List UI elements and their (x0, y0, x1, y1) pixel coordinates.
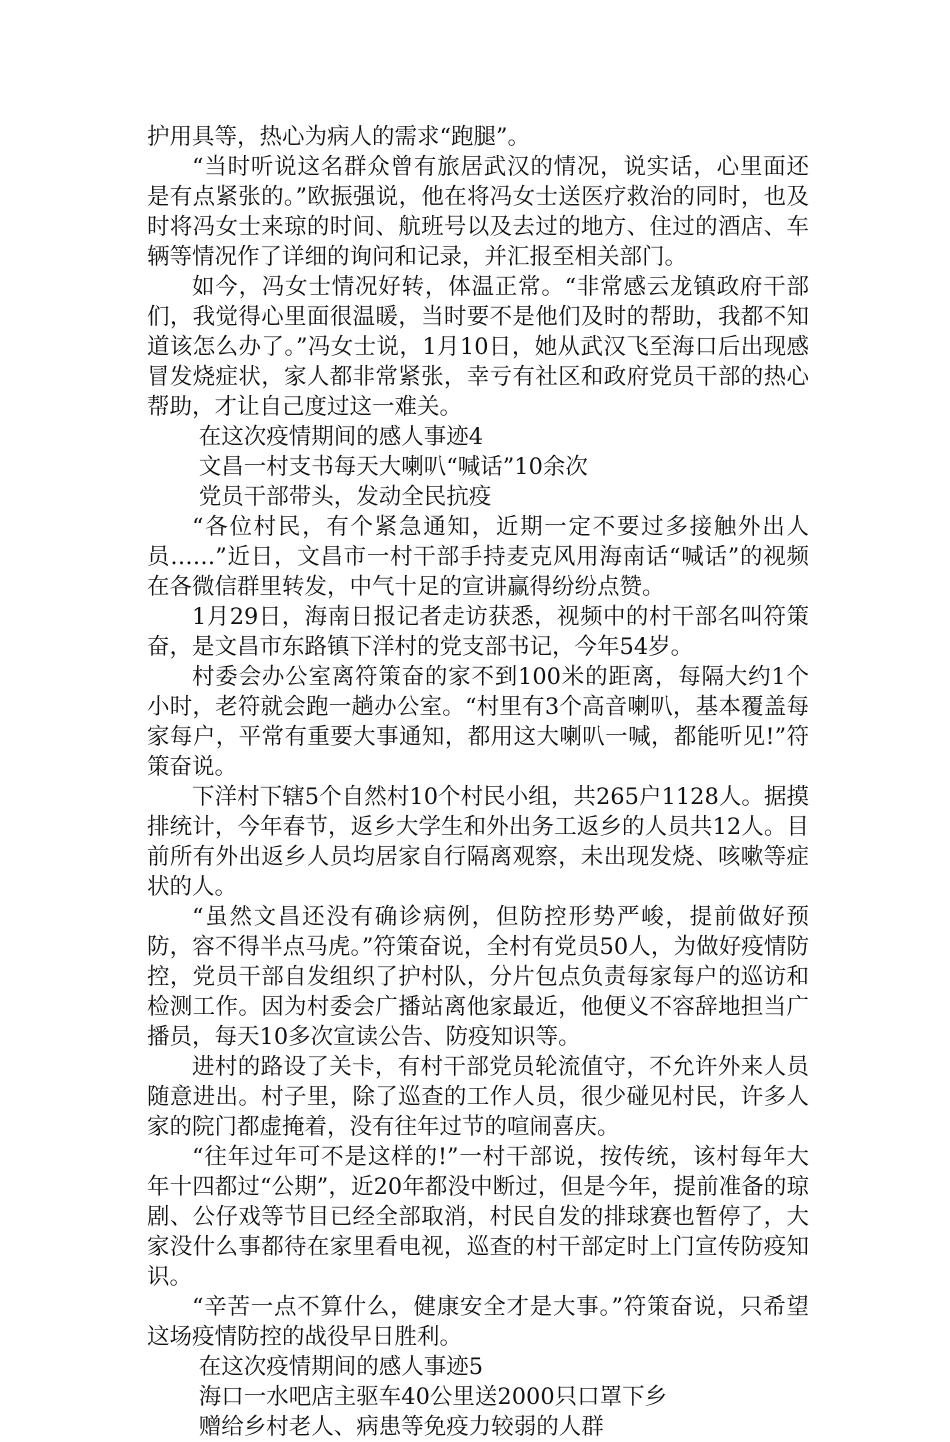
section-heading: 海口一水吧店主驱车40公里送2000只口罩下乡 (198, 1384, 668, 1410)
paragraph: 如今，冯女士情况好转，体温正常。“非常感云龙镇政府干部们，我觉得心里面很温暖，当时要不是他们及时的帮助，我都不知道该怎么办了。”冯女士说，1月10日，她从武汉飞至海口后出现感冒发烧症状，家人都非常紧张，幸亏有社区和政府党员干部的热心帮助，才让自己度过这一难关。 (147, 274, 809, 420)
paragraph: 1月29日，海南日报记者走访获悉，视频中的村干部名叫符策奋，是文昌市东路镇下洋村的党支部书记，今年54岁。 (147, 604, 809, 660)
section-heading: 赠给乡村老人、病患等免疫力较弱的人群 (198, 1414, 604, 1440)
paragraph: 进村的路设了关卡，有村干部党员轮流值守，不允许外来人员随意进出。村子里，除了巡查的工作人员，很少碰见村民，许多人家的院门都虚掩着，没有往年过节的喧闹喜庆。 (147, 1054, 809, 1140)
paragraph: “当时听说这名群众曾有旅居武汉的情况，说实话，心里面还是有点紧张的。”欧振强说，他在将冯女士送医疗救治的同时，也及时将冯女士来琼的时间、航班号以及去过的地方、住过的酒店、车辆等情况作了详细的询问和记录，并汇报至相关部门。 (147, 154, 809, 270)
paragraph: “辛苦一点不算什么，健康安全才是大事。”符策奋说，只希望这场疫情防控的战役早日胜利。 (147, 1294, 809, 1350)
paragraph: 村委会办公室离符策奋的家不到100米的距离，每隔大约1个小时，老符就会跑一趟办公室。“村里有3个高音喇叭，基本覆盖每家每户，平常有重要大事通知，都用这大喇叭一喊，都能听见!”符策奋说。 (147, 664, 809, 780)
paragraph: “虽然文昌还没有确诊病例，但防控形势严峻，提前做好预防，容不得半点马虎。”符策奋说，全村有党员50人，为做好疫情防控，党员干部自发组织了护村队，分片包点负责每家每户的巡访和检测工作。因为村委会广播站离他家最近，他便义不容辞地担当广播员，每天10多次宣读公告、防疫知识等。 (147, 904, 809, 1050)
section-heading: 文昌一村支书每天大喇叭“喊话”10余次 (198, 454, 588, 480)
section-heading: 在这次疫情期间的感人事迹4 (198, 424, 484, 450)
paragraph: 护用具等，热心为病人的需求“跑腿”。 (147, 124, 531, 150)
section-heading: 党员干部带头，发动全民抗疫 (198, 484, 492, 510)
paragraph: “往年过年可不是这样的!”一村干部说，按传统，该村每年大年十四都过“公期”，近20年都没中断过，但是今年，提前准备的琼剧、公仔戏等节目已经全部取消，村民自发的排球赛也暂停了，大家没什么事都待在家里看电视，巡查的村干部定时上门宣传防疫知识。 (147, 1144, 809, 1290)
document-body (147, 122, 809, 1442)
paragraph: 下洋村下辖5个自然村10个村民小组，共265户1128人。据摸排统计，今年春节，返乡大学生和外出务工返乡的人员共12人。目前所有外出返乡人员均居家自行隔离观察，未出现发烧、咳嗽等症状的人。 (147, 784, 809, 900)
section-heading: 在这次疫情期间的感人事迹5 (198, 1354, 484, 1380)
paragraph: “各位村民，有个紧急通知，近期一定不要过多接触外出人员……”近日，文昌市一村干部手持麦克风用海南话“喊话”的视频在各微信群里转发，中气十足的宣讲赢得纷纷点赞。 (147, 514, 809, 600)
